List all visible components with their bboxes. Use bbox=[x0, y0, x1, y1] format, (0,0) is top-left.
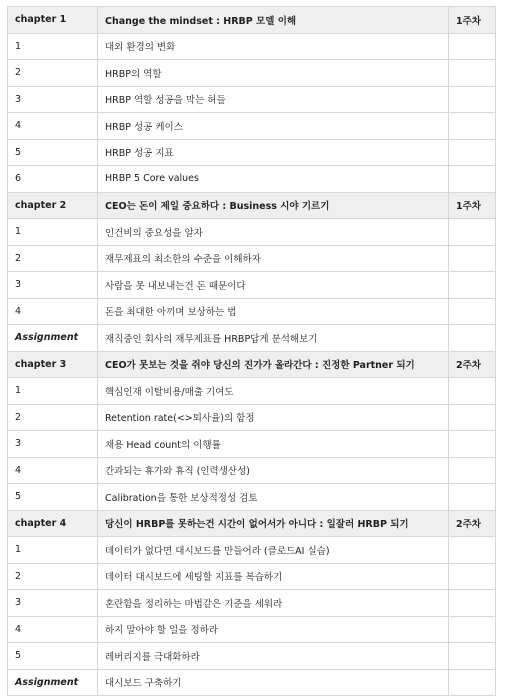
lesson-row bbox=[8, 404, 496, 431]
lesson-row bbox=[8, 563, 496, 590]
lesson-number: 4 bbox=[8, 298, 98, 325]
curriculum-table bbox=[7, 6, 496, 696]
lesson-row bbox=[8, 484, 496, 511]
chapter-week: 1주차 bbox=[449, 192, 496, 219]
chapter-label: chapter 2 bbox=[8, 192, 98, 219]
lesson-title: 사람을 못 내보내는건 돈 때문이다 bbox=[98, 272, 449, 299]
lesson-week-cell bbox=[449, 669, 496, 696]
lesson-number: 3 bbox=[8, 86, 98, 113]
lesson-number: 3 bbox=[8, 431, 98, 458]
lesson-number: 3 bbox=[8, 272, 98, 299]
lesson-title: HRBP 성공 지표 bbox=[98, 139, 449, 166]
lesson-row bbox=[8, 166, 496, 193]
lesson-week-cell bbox=[449, 86, 496, 113]
lesson-week-cell bbox=[449, 537, 496, 564]
chapter-week: 2주차 bbox=[449, 510, 496, 537]
lesson-week-cell bbox=[449, 378, 496, 405]
lesson-number: 2 bbox=[8, 404, 98, 431]
lesson-title: 인건비의 중요성을 알자 bbox=[98, 219, 449, 246]
assignment-row bbox=[8, 325, 496, 352]
lesson-title: 데이터 대시보드에 세팅할 지표를 복습하기 bbox=[98, 563, 449, 590]
lesson-number: 2 bbox=[8, 563, 98, 590]
lesson-number: 5 bbox=[8, 643, 98, 670]
assignment-text: 대시보드 구축하기 bbox=[98, 669, 449, 696]
lesson-title: Retention rate(<>퇴사율)의 함정 bbox=[98, 404, 449, 431]
lesson-week-cell bbox=[449, 60, 496, 87]
chapter-title: CEO는 돈이 제일 중요하다 : Business 시야 기르기 bbox=[98, 192, 449, 219]
lesson-title: HRBP의 역할 bbox=[98, 60, 449, 87]
assignment-label: Assignment bbox=[8, 669, 98, 696]
lesson-row bbox=[8, 643, 496, 670]
lesson-week-cell bbox=[449, 431, 496, 458]
lesson-title: HRBP 5 Core values bbox=[98, 166, 449, 193]
lesson-week-cell bbox=[449, 616, 496, 643]
lesson-title: 채용 Head count의 이행률 bbox=[98, 431, 449, 458]
assignment-label: Assignment bbox=[8, 325, 98, 352]
lesson-title: HRBP 성공 케이스 bbox=[98, 113, 449, 140]
chapter-label: chapter 3 bbox=[8, 351, 98, 378]
lesson-number: 1 bbox=[8, 219, 98, 246]
lesson-row bbox=[8, 86, 496, 113]
lesson-number: 1 bbox=[8, 537, 98, 564]
chapter-week: 1주차 bbox=[449, 7, 496, 34]
lesson-week-cell bbox=[449, 563, 496, 590]
chapter-label: chapter 4 bbox=[8, 510, 98, 537]
lesson-row bbox=[8, 590, 496, 617]
lesson-row bbox=[8, 33, 496, 60]
lesson-title: 돈을 최대한 아끼며 보상하는 법 bbox=[98, 298, 449, 325]
chapter-title: 당신이 HRBP를 못하는건 시간이 없어서가 아니다 : 일잘러 HRBP 되기 bbox=[98, 510, 449, 537]
lesson-row bbox=[8, 457, 496, 484]
lesson-week-cell bbox=[449, 325, 496, 352]
assignment-text: 재직중인 회사의 재무제표를 HRBP답게 분석해보기 bbox=[98, 325, 449, 352]
lesson-row bbox=[8, 431, 496, 458]
chapter-header-row bbox=[8, 7, 496, 34]
lesson-title: 데이터가 없다면 대시보드를 만들어라 (클로드AI 실습) bbox=[98, 537, 449, 564]
lesson-row bbox=[8, 537, 496, 564]
lesson-row bbox=[8, 378, 496, 405]
lesson-title: 핵심인재 이탈비용/매출 기여도 bbox=[98, 378, 449, 405]
lesson-number: 1 bbox=[8, 378, 98, 405]
lesson-week-cell bbox=[449, 245, 496, 272]
lesson-week-cell bbox=[449, 139, 496, 166]
lesson-title: HRBP 역할 성공을 막는 허들 bbox=[98, 86, 449, 113]
curriculum-table-body bbox=[8, 7, 496, 696]
lesson-week-cell bbox=[449, 643, 496, 670]
lesson-week-cell bbox=[449, 113, 496, 140]
lesson-title: 간과되는 휴가와 휴직 (인력생산성) bbox=[98, 457, 449, 484]
lesson-title: Calibration을 통한 보상적정성 검토 bbox=[98, 484, 449, 511]
chapter-title: CEO가 못보는 것을 쥐야 당신의 진가가 올라간다 : 진정한 Partner 되기 bbox=[98, 351, 449, 378]
lesson-week-cell bbox=[449, 272, 496, 299]
lesson-title: 혼란함을 정리하는 마법같은 기준을 세워라 bbox=[98, 590, 449, 617]
lesson-number: 2 bbox=[8, 60, 98, 87]
lesson-week-cell bbox=[449, 484, 496, 511]
lesson-number: 5 bbox=[8, 139, 98, 166]
lesson-row bbox=[8, 272, 496, 299]
lesson-week-cell bbox=[449, 457, 496, 484]
lesson-week-cell bbox=[449, 298, 496, 325]
lesson-row bbox=[8, 245, 496, 272]
lesson-row bbox=[8, 113, 496, 140]
lesson-week-cell bbox=[449, 404, 496, 431]
lesson-number: 1 bbox=[8, 33, 98, 60]
lesson-number: 2 bbox=[8, 245, 98, 272]
chapter-title: Change the mindset : HRBP 모델 이해 bbox=[98, 7, 449, 34]
lesson-week-cell bbox=[449, 590, 496, 617]
lesson-row bbox=[8, 60, 496, 87]
chapter-header-row bbox=[8, 351, 496, 378]
lesson-title: 하지 말아야 할 일을 정하라 bbox=[98, 616, 449, 643]
lesson-title: 대외 환경의 변화 bbox=[98, 33, 449, 60]
lesson-row bbox=[8, 616, 496, 643]
lesson-title: 레버리지를 극대화하라 bbox=[98, 643, 449, 670]
lesson-week-cell bbox=[449, 219, 496, 246]
assignment-row bbox=[8, 669, 496, 696]
lesson-row bbox=[8, 139, 496, 166]
lesson-number: 6 bbox=[8, 166, 98, 193]
lesson-week-cell bbox=[449, 33, 496, 60]
lesson-week-cell bbox=[449, 166, 496, 193]
chapter-label: chapter 1 bbox=[8, 7, 98, 34]
lesson-number: 3 bbox=[8, 590, 98, 617]
lesson-title: 재무제표의 최소한의 수준을 이해하자 bbox=[98, 245, 449, 272]
chapter-header-row bbox=[8, 192, 496, 219]
lesson-row bbox=[8, 219, 496, 246]
chapter-header-row bbox=[8, 510, 496, 537]
lesson-number: 4 bbox=[8, 616, 98, 643]
chapter-week: 2주차 bbox=[449, 351, 496, 378]
lesson-number: 4 bbox=[8, 457, 98, 484]
lesson-row bbox=[8, 298, 496, 325]
lesson-number: 4 bbox=[8, 113, 98, 140]
lesson-number: 5 bbox=[8, 484, 98, 511]
